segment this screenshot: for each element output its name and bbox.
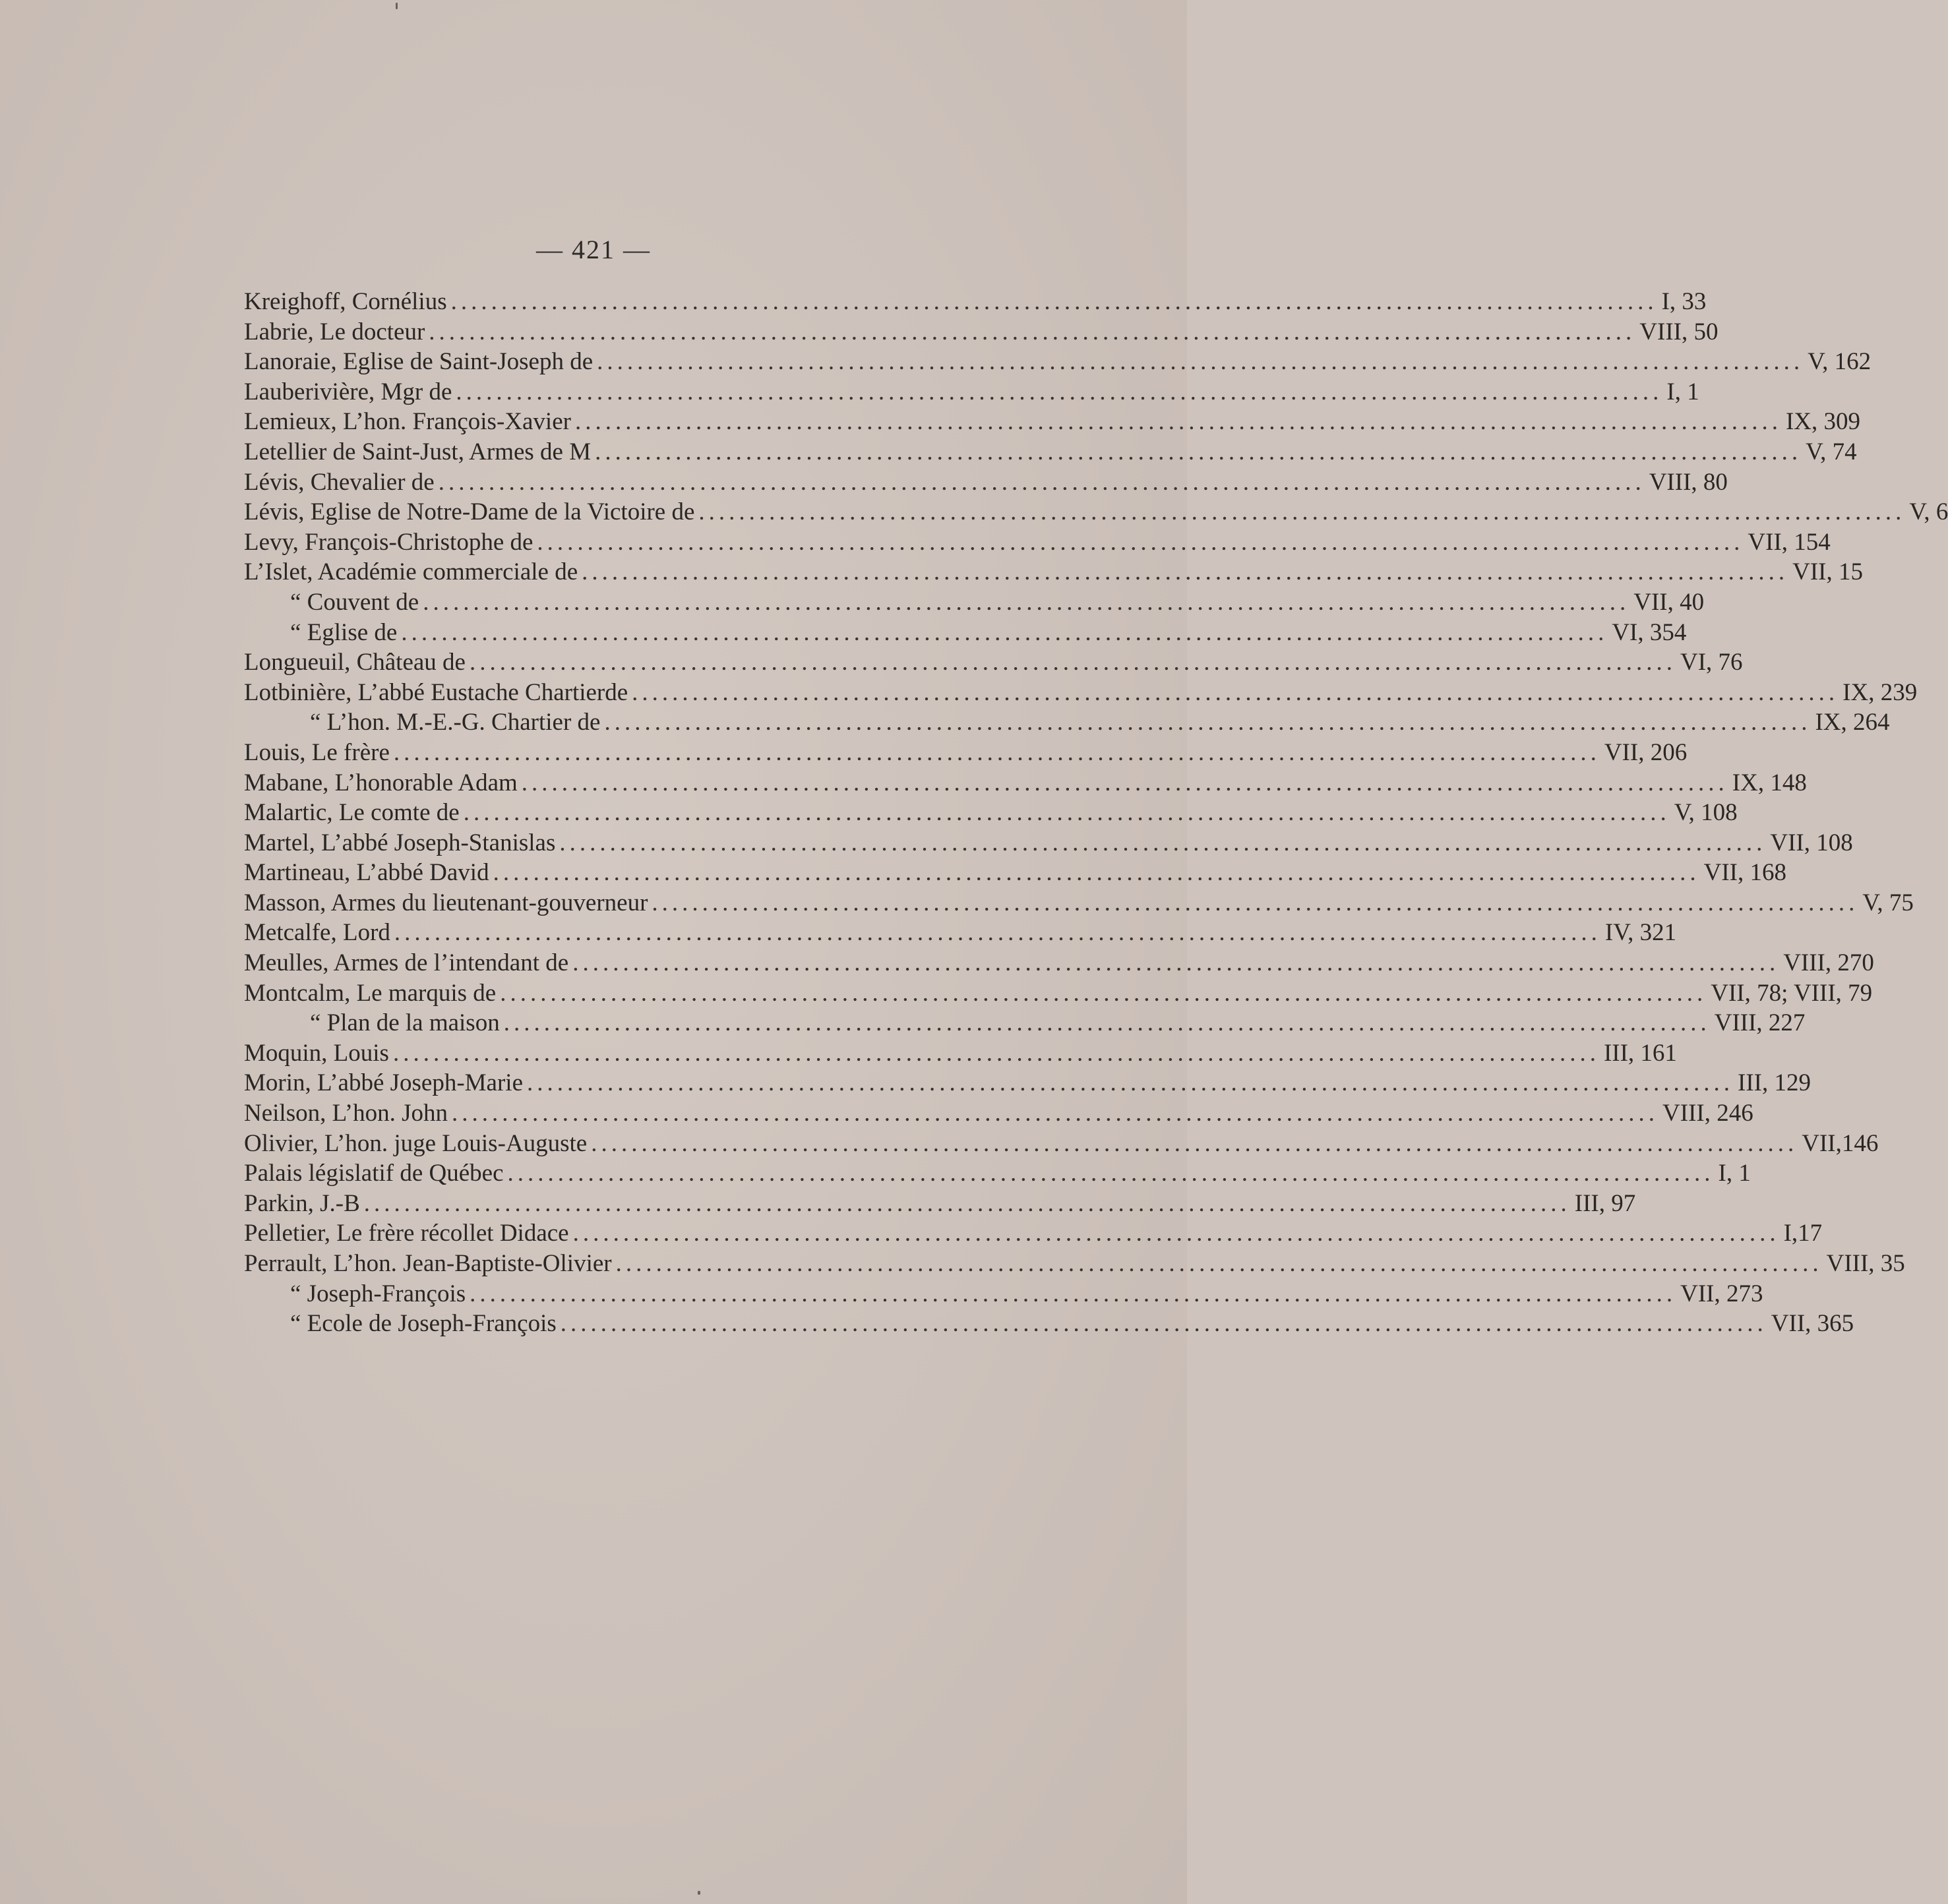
index-entry [244, 798, 1738, 828]
index-entry [244, 1008, 1806, 1038]
entry-name: “ L’hon. M.-E.-G. Chartier de [310, 709, 601, 736]
index-entry [244, 828, 1853, 858]
index-entry [244, 888, 1914, 918]
index-entry [244, 768, 1807, 798]
dot-leader: ........................................................................................................................ [615, 1250, 1823, 1277]
entry-name: “ Plan de la maison [310, 1009, 500, 1037]
dot-leader: ........................................................................................................................ [429, 318, 1636, 345]
index-entry [244, 347, 1872, 377]
index-entry [244, 437, 1857, 467]
entry-name: Olivier, L’hon. juge Louis-Auguste [244, 1129, 588, 1157]
entry-reference: VII, 365 [1771, 1310, 1854, 1338]
entry-reference: V, 75 [1862, 889, 1914, 916]
entry-name: Montcalm, Le marquis de [244, 979, 497, 1007]
entry-name: Parkin, J.-B [244, 1189, 360, 1217]
entry-name: Neilson, L’hon. John [244, 1100, 448, 1127]
dot-leader: ........................................................................................................................ [560, 1310, 1767, 1338]
index-entry [244, 858, 1786, 888]
dot-leader: ........................................................................................................................ [423, 588, 1630, 616]
entry-reference: IX, 309 [1785, 408, 1860, 436]
entry-reference: V, 74 [1806, 438, 1857, 465]
index-entry [244, 1309, 1854, 1339]
entry-reference: VII,146 [1802, 1129, 1879, 1157]
entry-reference: VII, 168 [1703, 859, 1786, 887]
entry-name: Malartic, Le comte de [244, 799, 460, 827]
dot-leader: ........................................................................................................................ [574, 408, 1782, 436]
index-entry [244, 647, 1743, 678]
index-entry [244, 407, 1860, 437]
entry-reference: VII, 273 [1680, 1280, 1763, 1307]
dot-leader: ........................................................................................................................ [559, 829, 1767, 856]
dot-leader: ........................................................................................................................ [452, 1100, 1659, 1127]
entry-reference: I, 1 [1718, 1160, 1751, 1187]
index-entry [244, 497, 1948, 527]
index-entry [244, 707, 1890, 738]
entry-name: L’Islet, Académie commerciale de [244, 558, 578, 586]
dot-leader: ........................................................................................................................ [469, 649, 1676, 676]
entry-reference: III, 97 [1574, 1189, 1636, 1217]
entry-name: Lotbinière, L’abbé Eustache Chartierde [244, 678, 628, 706]
dot-leader: ........................................................................................................................ [597, 348, 1804, 376]
index-entry [244, 287, 1707, 317]
paper-speck [396, 3, 398, 9]
entry-reference: VIII, 80 [1649, 468, 1728, 496]
entry-name: Mabane, L’honorable Adam [244, 769, 518, 796]
entry-name: Pelletier, Le frère récollet Didace [244, 1220, 569, 1247]
entry-reference: VIII, 246 [1662, 1100, 1753, 1127]
dot-leader: ........................................................................................................................ [582, 558, 1789, 586]
index-entry [244, 1249, 1905, 1279]
entry-reference: I, 33 [1661, 288, 1707, 315]
dot-leader: ........................................................................................................................ [500, 979, 1707, 1007]
index-entry [244, 618, 1687, 648]
entry-reference: VII, 154 [1748, 528, 1831, 556]
dot-leader: ........................................................................................................................ [463, 799, 1670, 827]
entry-name: “ Ecole de Joseph-François [290, 1310, 557, 1338]
index-entry [244, 1129, 1879, 1159]
entry-name: Moquin, Louis [244, 1039, 389, 1067]
entry-reference: VII, 206 [1604, 738, 1688, 766]
page-number: — 421 — [536, 235, 651, 264]
entry-name: Lemieux, L’hon. François-Xavier [244, 408, 571, 436]
entry-reference: V, 6 [1909, 498, 1948, 526]
index-list [244, 287, 1948, 1339]
entry-name: Levy, François-Christophe de [244, 528, 533, 556]
entry-reference: III, 161 [1603, 1039, 1677, 1067]
index-entry [244, 1279, 1763, 1309]
dot-leader: ........................................................................................................................ [591, 1129, 1798, 1157]
index-entry [244, 317, 1719, 347]
entry-reference: VII, 15 [1792, 558, 1864, 586]
entry-reference: IX, 148 [1732, 769, 1807, 796]
dot-leader: ........................................................................................................................ [572, 1220, 1780, 1247]
entry-name: Lévis, Chevalier de [244, 468, 435, 496]
entry-name: Palais législatif de Québec [244, 1160, 504, 1187]
entry-name: Meulles, Armes de l’intendant de [244, 949, 569, 977]
entry-reference: IX, 264 [1815, 709, 1890, 736]
dot-leader: ........................................................................................................................ [632, 678, 1839, 706]
index-entry [244, 1038, 1677, 1069]
dot-leader: ........................................................................................................................ [401, 618, 1608, 646]
entry-name: “ Couvent de [290, 588, 419, 616]
entry-reference: I,17 [1783, 1220, 1823, 1247]
entry-reference: VIII, 227 [1714, 1009, 1806, 1037]
entry-name: Lévis, Eglise de Notre-Dame de la Victoire de [244, 498, 695, 526]
entry-reference: VIII, 50 [1639, 318, 1719, 345]
dot-leader: ........................................................................................................................ [652, 889, 1859, 916]
dot-leader: ........................................................................................................................ [698, 498, 1906, 526]
dot-leader: ........................................................................................................................ [521, 769, 1728, 796]
entry-name: “ Joseph-François [290, 1280, 466, 1307]
entry-name: “ Eglise de [290, 618, 398, 646]
entry-name: Martineau, L’abbé David [244, 859, 489, 887]
index-entry [244, 978, 1873, 1009]
entry-reference: V, 108 [1674, 799, 1738, 827]
entry-reference: VI, 76 [1680, 649, 1743, 676]
entry-name: Letellier de Saint-Just, Armes de M [244, 438, 592, 465]
index-entry [244, 738, 1688, 768]
index-entry [244, 678, 1918, 708]
paper-speck [698, 1891, 700, 1895]
dot-leader: ........................................................................................................................ [572, 949, 1780, 977]
index-entry [244, 948, 1874, 978]
dot-leader: ........................................................................................................................ [595, 438, 1802, 465]
dot-leader: ........................................................................................................................ [470, 1280, 1677, 1307]
entry-name: Metcalfe, Lord [244, 919, 390, 947]
index-entry [244, 557, 1864, 587]
entry-name: Perrault, L’hon. Jean-Baptiste-Olivier [244, 1250, 612, 1277]
dot-leader: ........................................................................................................................ [438, 468, 1645, 496]
entry-reference: I, 1 [1666, 378, 1699, 405]
index-entry [244, 1068, 1811, 1098]
dot-leader: ........................................................................................................................ [450, 288, 1658, 315]
dot-leader: ........................................................................................................................ [493, 859, 1700, 887]
entry-reference: VIII, 35 [1826, 1250, 1905, 1277]
dot-leader: ........................................................................................................................ [392, 1039, 1600, 1067]
index-entry [244, 918, 1677, 948]
index-entry [244, 1098, 1753, 1129]
entry-reference: VII, 78; VIII, 79 [1711, 979, 1873, 1007]
dot-leader: ........................................................................................................................ [537, 528, 1744, 556]
dot-leader: ........................................................................................................................ [527, 1069, 1734, 1097]
index-entry [244, 527, 1831, 558]
entry-name: Kreighoff, Cornélius [244, 288, 447, 315]
entry-reference: V, 162 [1808, 348, 1872, 376]
index-entry [244, 1189, 1636, 1219]
index-entry [244, 1218, 1823, 1249]
entry-name: Martel, L’abbé Joseph-Stanislas [244, 829, 556, 856]
index-entry [244, 377, 1699, 407]
dot-leader: ........................................................................................................................ [507, 1160, 1715, 1187]
dot-leader: ........................................................................................................................ [394, 919, 1601, 947]
entry-reference: IV, 321 [1604, 919, 1677, 947]
dot-leader: ........................................................................................................................ [503, 1009, 1711, 1037]
entry-reference: VIII, 270 [1783, 949, 1874, 977]
entry-name: Masson, Armes du lieutenant-gouverneur [244, 889, 648, 916]
index-entry [244, 467, 1728, 498]
entry-name: Lanoraie, Eglise de Saint-Joseph de [244, 348, 594, 376]
index-entry [244, 587, 1705, 618]
entry-name: Longueuil, Château de [244, 649, 466, 676]
dot-leader: ........................................................................................................................ [363, 1189, 1571, 1217]
entry-reference: VII, 108 [1770, 829, 1853, 856]
entry-reference: VI, 354 [1612, 618, 1687, 646]
index-entry [244, 1158, 1751, 1189]
entry-name: Lauberivière, Mgr de [244, 378, 452, 405]
entry-reference: IX, 239 [1842, 678, 1918, 706]
entry-reference: III, 129 [1738, 1069, 1811, 1097]
entry-name: Louis, Le frère [244, 738, 390, 766]
dot-leader: ........................................................................................................................ [393, 738, 1600, 766]
entry-name: Labrie, Le docteur [244, 318, 425, 345]
entry-name: Morin, L’abbé Joseph-Marie [244, 1069, 524, 1097]
dot-leader: ........................................................................................................................ [456, 378, 1663, 405]
dot-leader: ........................................................................................................................ [604, 709, 1811, 736]
entry-reference: VII, 40 [1633, 588, 1705, 616]
